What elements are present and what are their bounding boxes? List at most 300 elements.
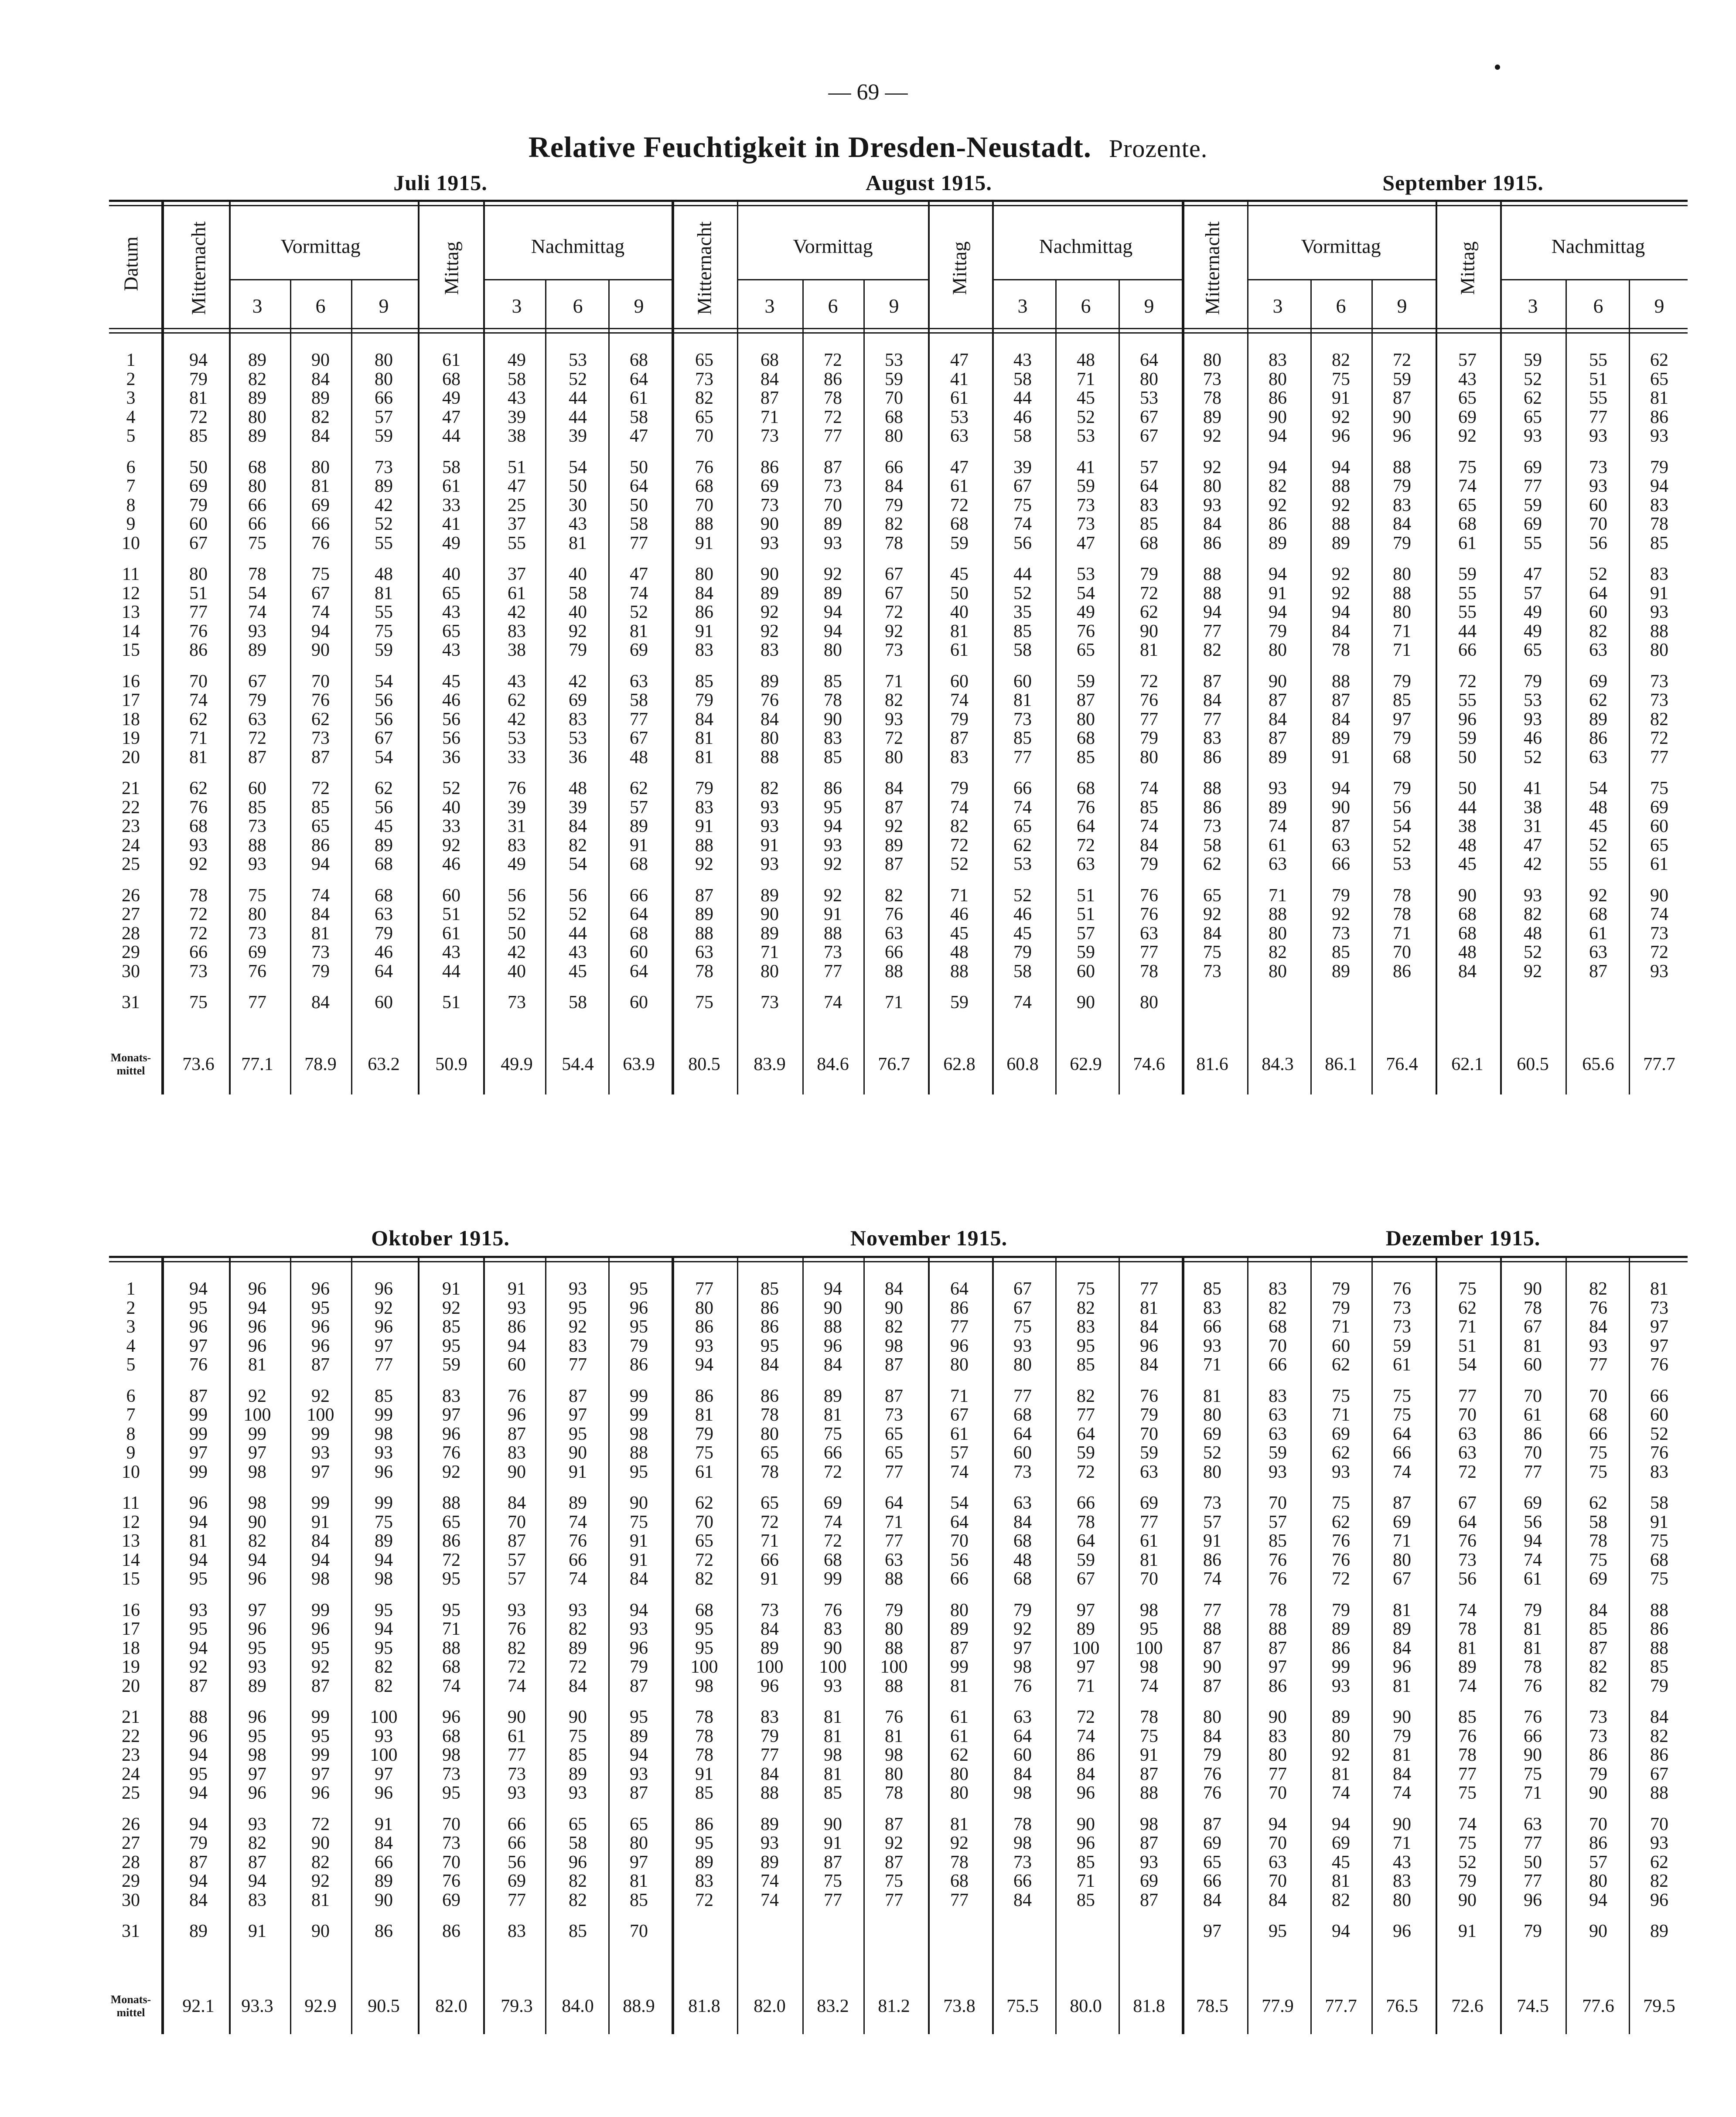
humidity-cell: 85 — [1013, 728, 1032, 748]
humidity-cell: 74 — [1458, 1600, 1477, 1620]
humidity-cell: 73 — [824, 476, 842, 496]
humidity-cell: 82 — [1589, 621, 1607, 641]
humidity-cell: 90 — [311, 1833, 330, 1853]
day-number: 8 — [126, 1424, 136, 1444]
humidity-cell: 83 — [569, 709, 587, 730]
humidity-cell: 88 — [885, 1676, 903, 1696]
humidity-cell: 77 — [1524, 476, 1542, 496]
humidity-cell: 72 — [1458, 1462, 1477, 1482]
humidity-cell: 80 — [1140, 992, 1158, 1012]
humidity-cell: 36 — [569, 747, 587, 767]
humidity-cell: 61 — [950, 1707, 969, 1727]
day-number: 21 — [122, 778, 140, 798]
humidity-cell: 75 — [1140, 1726, 1158, 1746]
humidity-cell: 66 — [824, 1443, 842, 1463]
humidity-cell: 77 — [1524, 1462, 1542, 1482]
humidity-cell: 87 — [695, 885, 713, 906]
humidity-cell: 83 — [1140, 495, 1158, 515]
humidity-cell: 84 — [1332, 709, 1350, 730]
humidity-cell: 76 — [508, 1619, 526, 1639]
humidity-cell: 70 — [1524, 1386, 1542, 1406]
humidity-cell: 77 — [824, 961, 842, 982]
humidity-cell: 46 — [1524, 728, 1542, 748]
humidity-cell: 70 — [442, 1814, 460, 1834]
humidity-cell: 80 — [1269, 1745, 1287, 1765]
humidity-cell: 96 — [569, 1852, 587, 1872]
humidity-cell: 44 — [569, 388, 587, 408]
humidity-cell: 76 — [885, 1707, 903, 1727]
column-rule — [1629, 279, 1630, 1094]
humidity-cell: 84 — [1203, 514, 1221, 534]
humidity-cell: 91 — [761, 835, 779, 856]
humidity-cell: 64 — [375, 961, 393, 982]
day-number: 4 — [126, 407, 136, 427]
humidity-cell: 78 — [1458, 1745, 1477, 1765]
humidity-cell: 59 — [1458, 564, 1477, 584]
humidity-cell: 84 — [885, 476, 903, 496]
humidity-cell: 77 — [1269, 1764, 1287, 1784]
humidity-cell: 84 — [1140, 1355, 1158, 1375]
humidity-cell: 97 — [375, 1764, 393, 1784]
humidity-cell: 66 — [1589, 1424, 1607, 1444]
humidity-cell: 90 — [885, 1298, 903, 1318]
humidity-cell: 59 — [1458, 728, 1477, 748]
humidity-cell: 92 — [1458, 426, 1477, 446]
humidity-cell: 50 — [508, 923, 526, 944]
humidity-cell: 87 — [1269, 690, 1287, 710]
humidity-cell: 95 — [1140, 1619, 1158, 1639]
humidity-cell: 87 — [1203, 671, 1221, 692]
humidity-cell: 65 — [1650, 369, 1668, 389]
humidity-cell: 63 — [1140, 1462, 1158, 1482]
humidity-cell: 59 — [1077, 942, 1095, 962]
humidity-cell: 44 — [1013, 564, 1032, 584]
humidity-cell: 82 — [1332, 350, 1350, 370]
humidity-cell: 94 — [1203, 602, 1221, 622]
humidity-cell: 95 — [375, 1600, 393, 1620]
monthly-mean-value: 65.6 — [1582, 1054, 1614, 1074]
humidity-cell: 93 — [761, 854, 779, 874]
humidity-cell: 87 — [189, 1852, 208, 1872]
humidity-cell: 82 — [569, 1619, 587, 1639]
humidity-cell: 70 — [311, 671, 330, 692]
humidity-cell: 81 — [311, 1890, 330, 1910]
humidity-cell: 66 — [1524, 1726, 1542, 1746]
humidity-cell: 73 — [1650, 671, 1668, 692]
humidity-cell: 80 — [1013, 1355, 1032, 1375]
humidity-cell: 96 — [248, 1783, 266, 1803]
humidity-cell: 83 — [761, 1707, 779, 1727]
humidity-cell: 76 — [442, 1871, 460, 1891]
humidity-cell: 84 — [695, 583, 713, 603]
humidity-cell: 87 — [885, 1852, 903, 1872]
humidity-cell: 89 — [248, 350, 266, 370]
humidity-cell: 48 — [1524, 923, 1542, 944]
humidity-cell: 79 — [189, 369, 208, 389]
humidity-cell: 68 — [375, 885, 393, 906]
humidity-cell: 70 — [1269, 1871, 1287, 1891]
humidity-cell: 86 — [442, 1921, 460, 1941]
humidity-cell: 93 — [630, 1619, 648, 1639]
humidity-cell: 56 — [1524, 1512, 1542, 1532]
monthly-mean-value: 75.5 — [1006, 1996, 1039, 2016]
humidity-cell: 72 — [695, 1890, 713, 1910]
humidity-cell: 82 — [695, 1569, 713, 1589]
humidity-cell: 86 — [1203, 797, 1221, 818]
humidity-cell: 91 — [1332, 388, 1350, 408]
humidity-cell: 84 — [1203, 1890, 1221, 1910]
humidity-cell: 31 — [508, 816, 526, 836]
humidity-cell: 73 — [1458, 1550, 1477, 1570]
column-header-hour: 3 — [512, 295, 522, 317]
humidity-cell: 71 — [885, 1512, 903, 1532]
humidity-cell: 73 — [1650, 923, 1668, 944]
humidity-cell: 78 — [761, 1462, 779, 1482]
humidity-cell: 88 — [1203, 1619, 1221, 1639]
humidity-cell: 73 — [1013, 709, 1032, 730]
humidity-cell: 47 — [950, 457, 969, 477]
humidity-cell: 76 — [311, 533, 330, 553]
humidity-cell: 72 — [824, 407, 842, 427]
humidity-cell: 65 — [1203, 885, 1221, 906]
column-group-nachmittag: Nachmittag — [1551, 235, 1645, 257]
humidity-cell: 54 — [569, 854, 587, 874]
humidity-cell: 48 — [569, 778, 587, 798]
humidity-cell: 96 — [375, 1462, 393, 1482]
humidity-cell: 83 — [508, 1921, 526, 1941]
humidity-cell: 79 — [1140, 728, 1158, 748]
humidity-cell: 68 — [1013, 1531, 1032, 1551]
humidity-cell: 87 — [885, 797, 903, 818]
humidity-cell: 97 — [189, 1336, 208, 1356]
humidity-cell: 73 — [1203, 369, 1221, 389]
humidity-cell: 69 — [1393, 1512, 1411, 1532]
humidity-cell: 81 — [1203, 1386, 1221, 1406]
humidity-cell: 58 — [1650, 1493, 1668, 1513]
humidity-cell: 95 — [695, 1638, 713, 1658]
humidity-cell: 85 — [630, 1890, 648, 1910]
humidity-cell: 90 — [311, 350, 330, 370]
humidity-cell: 73 — [1203, 816, 1221, 836]
humidity-cell: 72 — [824, 1462, 842, 1482]
humidity-cell: 60 — [1013, 1745, 1032, 1765]
day-number: 18 — [122, 709, 140, 730]
humidity-cell: 60 — [1077, 961, 1095, 982]
humidity-cell: 89 — [695, 1852, 713, 1872]
humidity-cell: 81 — [1140, 640, 1158, 660]
humidity-cell: 82 — [311, 1852, 330, 1872]
humidity-cell: 92 — [824, 564, 842, 584]
humidity-cell: 95 — [375, 1638, 393, 1658]
humidity-cell: 82 — [1650, 1871, 1668, 1891]
humidity-cell: 65 — [630, 1814, 648, 1834]
humidity-cell: 71 — [189, 728, 208, 748]
humidity-cell: 98 — [1140, 1814, 1158, 1834]
humidity-cell: 64 — [1077, 1531, 1095, 1551]
humidity-cell: 65 — [311, 816, 330, 836]
humidity-cell: 68 — [824, 1550, 842, 1570]
humidity-cell: 89 — [1332, 533, 1350, 553]
humidity-cell: 79 — [1332, 1298, 1350, 1318]
humidity-cell: 52 — [1203, 1443, 1221, 1463]
humidity-cell: 96 — [630, 1298, 648, 1318]
humidity-cell: 71 — [1393, 923, 1411, 944]
humidity-cell: 76 — [1203, 1783, 1221, 1803]
humidity-cell: 71 — [761, 942, 779, 962]
column-rule — [1182, 200, 1184, 1094]
humidity-cell: 47 — [1077, 533, 1095, 553]
humidity-cell: 77 — [508, 1745, 526, 1765]
humidity-cell: 83 — [1269, 1279, 1287, 1299]
humidity-cell: 70 — [508, 1512, 526, 1532]
humidity-cell: 80 — [248, 476, 266, 496]
humidity-cell: 73 — [442, 1764, 460, 1784]
day-number: 1 — [126, 1279, 136, 1299]
humidity-cell: 60 — [1650, 1405, 1668, 1425]
humidity-cell: 60 — [1332, 1336, 1350, 1356]
column-rule — [1371, 1256, 1373, 2034]
humidity-cell: 85 — [1650, 533, 1668, 553]
column-rule — [1565, 1256, 1567, 2034]
humidity-cell: 77 — [824, 1890, 842, 1910]
month-label: August 1915. — [866, 170, 992, 195]
monthly-mean-value: 82.0 — [435, 1996, 467, 2016]
humidity-cell: 83 — [695, 1871, 713, 1891]
humidity-cell: 65 — [1458, 495, 1477, 515]
humidity-cell: 89 — [824, 514, 842, 534]
monthly-mean-value: 79.3 — [501, 1996, 533, 2016]
humidity-cell: 61 — [442, 350, 460, 370]
humidity-cell: 31 — [1524, 816, 1542, 836]
humidity-cell: 51 — [508, 457, 526, 477]
humidity-cell: 88 — [1203, 583, 1221, 603]
humidity-cell: 72 — [1077, 1707, 1095, 1727]
humidity-cell: 84 — [1203, 690, 1221, 710]
humidity-cell: 75 — [1393, 1386, 1411, 1406]
column-rule — [229, 1256, 231, 2034]
humidity-cell: 87 — [311, 747, 330, 767]
column-rule — [863, 279, 865, 1094]
humidity-cell: 83 — [508, 621, 526, 641]
humidity-cell: 87 — [1203, 1676, 1221, 1696]
column-rule — [608, 1256, 610, 2034]
humidity-cell: 81 — [695, 728, 713, 748]
humidity-cell: 73 — [761, 992, 779, 1012]
monthly-mean-value: 84.0 — [562, 1996, 594, 2016]
humidity-cell: 78 — [824, 388, 842, 408]
humidity-cell: 68 — [695, 476, 713, 496]
humidity-cell: 54 — [1458, 1355, 1477, 1375]
humidity-cell: 93 — [1650, 1833, 1668, 1853]
humidity-cell: 64 — [630, 904, 648, 924]
humidity-cell: 94 — [311, 1550, 330, 1570]
humidity-cell: 42 — [569, 671, 587, 692]
humidity-cell: 74 — [248, 602, 266, 622]
humidity-cell: 39 — [569, 426, 587, 446]
humidity-cell: 78 — [1013, 1814, 1032, 1834]
humidity-cell: 84 — [1589, 1317, 1607, 1337]
humidity-cell: 90 — [824, 1638, 842, 1658]
humidity-cell: 75 — [1013, 495, 1032, 515]
humidity-cell: 87 — [885, 1386, 903, 1406]
humidity-cell: 81 — [189, 388, 208, 408]
humidity-cell: 90 — [569, 1707, 587, 1727]
humidity-cell: 100 — [819, 1657, 847, 1677]
humidity-cell: 61 — [1393, 1355, 1411, 1375]
humidity-cell: 92 — [824, 885, 842, 906]
monthly-mean-value: 60.8 — [1006, 1054, 1039, 1074]
humidity-cell: 89 — [248, 388, 266, 408]
humidity-cell: 72 — [189, 923, 208, 944]
humidity-cell: 80 — [885, 1764, 903, 1784]
humidity-cell: 86 — [1524, 1424, 1542, 1444]
humidity-cell: 94 — [1332, 602, 1350, 622]
humidity-cell: 73 — [695, 369, 713, 389]
humidity-cell: 84 — [1013, 1890, 1032, 1910]
column-rule — [992, 200, 994, 1094]
humidity-cell: 76 — [189, 1355, 208, 1375]
humidity-cell: 75 — [248, 885, 266, 906]
humidity-cell: 83 — [569, 1336, 587, 1356]
humidity-cell: 89 — [824, 1386, 842, 1406]
humidity-cell: 71 — [442, 1619, 460, 1639]
humidity-cell: 80 — [630, 1833, 648, 1853]
humidity-cell: 76 — [1269, 1550, 1287, 1570]
humidity-cell: 69 — [311, 495, 330, 515]
humidity-cell: 80 — [1269, 961, 1287, 982]
humidity-cell: 79 — [1269, 621, 1287, 641]
humidity-cell: 82 — [950, 816, 969, 836]
humidity-cell: 58 — [630, 407, 648, 427]
humidity-cell: 82 — [885, 1317, 903, 1337]
humidity-cell: 61 — [950, 388, 969, 408]
monthly-mean-value: 83.9 — [754, 1054, 786, 1074]
humidity-cell: 93 — [569, 1600, 587, 1620]
humidity-cell: 64 — [1013, 1424, 1032, 1444]
humidity-cell: 97 — [569, 1405, 587, 1425]
humidity-cell: 90 — [1077, 992, 1095, 1012]
humidity-cell: 68 — [630, 923, 648, 944]
humidity-cell: 72 — [1650, 728, 1668, 748]
column-header-mitternacht: Mitternacht — [187, 221, 210, 315]
humidity-cell: 96 — [1393, 426, 1411, 446]
humidity-cell: 90 — [1524, 1279, 1542, 1299]
humidity-cell: 71 — [1203, 1355, 1221, 1375]
humidity-cell: 97 — [189, 1443, 208, 1463]
humidity-cell: 92 — [1589, 885, 1607, 906]
humidity-cell: 61 — [1269, 835, 1287, 856]
humidity-cell: 63 — [695, 942, 713, 962]
humidity-cell: 86 — [695, 1317, 713, 1337]
humidity-cell: 84 — [1269, 1890, 1287, 1910]
humidity-cell: 83 — [1269, 1386, 1287, 1406]
humidity-cell: 71 — [1332, 1405, 1350, 1425]
column-rule — [229, 200, 231, 1094]
humidity-cell: 51 — [442, 904, 460, 924]
column-rule — [1500, 200, 1502, 1094]
humidity-cell: 100 — [880, 1657, 908, 1677]
humidity-cell: 52 — [1650, 1424, 1668, 1444]
day-number: 2 — [126, 1298, 136, 1318]
humidity-cell: 92 — [1203, 904, 1221, 924]
humidity-cell: 78 — [189, 885, 208, 906]
humidity-cell: 97 — [1077, 1600, 1095, 1620]
humidity-cell: 98 — [1013, 1657, 1032, 1677]
humidity-cell: 94 — [1269, 602, 1287, 622]
humidity-cell: 99 — [248, 1424, 266, 1444]
humidity-cell: 61 — [508, 1726, 526, 1746]
humidity-cell: 50 — [189, 457, 208, 477]
humidity-cell: 52 — [1077, 407, 1095, 427]
humidity-cell: 90 — [248, 1512, 266, 1532]
day-number: 13 — [122, 1531, 140, 1551]
humidity-cell: 88 — [442, 1638, 460, 1658]
monthly-mean-value: 81.8 — [688, 1996, 720, 2016]
humidity-cell: 81 — [695, 1405, 713, 1425]
humidity-cell: 81 — [824, 1405, 842, 1425]
humidity-cell: 62 — [189, 778, 208, 798]
humidity-cell: 47 — [630, 426, 648, 446]
humidity-cell: 76 — [1077, 621, 1095, 641]
humidity-cell: 93 — [824, 835, 842, 856]
humidity-cell: 75 — [1013, 1317, 1032, 1337]
column-rule — [418, 1256, 420, 2034]
humidity-cell: 56 — [1458, 1569, 1477, 1589]
day-number: 10 — [122, 1462, 140, 1482]
humidity-cell: 36 — [442, 747, 460, 767]
humidity-cell: 71 — [761, 407, 779, 427]
humidity-cell: 84 — [569, 1676, 587, 1696]
humidity-cell: 91 — [630, 835, 648, 856]
humidity-cell: 94 — [189, 1550, 208, 1570]
humidity-cell: 81 — [375, 583, 393, 603]
humidity-cell: 92 — [1013, 1619, 1032, 1639]
humidity-cell: 95 — [695, 1619, 713, 1639]
humidity-cell: 44 — [569, 923, 587, 944]
humidity-cell: 53 — [1077, 426, 1095, 446]
humidity-cell: 66 — [508, 1833, 526, 1853]
monthly-mean-value: 62.9 — [1070, 1054, 1102, 1074]
humidity-cell: 89 — [761, 885, 779, 906]
humidity-cell: 50 — [630, 457, 648, 477]
humidity-cell: 43 — [442, 942, 460, 962]
day-number: 10 — [122, 533, 140, 553]
humidity-cell: 75 — [375, 1512, 393, 1532]
humidity-cell: 56 — [569, 885, 587, 906]
humidity-cell: 72 — [189, 407, 208, 427]
humidity-cell: 84 — [1393, 514, 1411, 534]
humidity-cell: 93 — [375, 1726, 393, 1746]
humidity-cell: 85 — [1332, 942, 1350, 962]
day-number: 19 — [122, 1657, 140, 1677]
column-header-hour: 6 — [573, 295, 583, 317]
humidity-cell: 70 — [824, 495, 842, 515]
humidity-cell: 89 — [1269, 747, 1287, 767]
humidity-cell: 92 — [442, 1298, 460, 1318]
humidity-cell: 66 — [885, 457, 903, 477]
monthly-mean-value: 78.9 — [304, 1054, 337, 1074]
humidity-cell: 93 — [761, 797, 779, 818]
humidity-cell: 92 — [311, 1657, 330, 1677]
humidity-cell: 82 — [695, 388, 713, 408]
humidity-cell: 75 — [1589, 1462, 1607, 1482]
monthly-mean-value: 81.6 — [1196, 1054, 1228, 1074]
humidity-cell: 99 — [311, 1600, 330, 1620]
humidity-cell: 54 — [375, 671, 393, 692]
humidity-cell: 65 — [1524, 640, 1542, 660]
humidity-cell: 62 — [1140, 602, 1158, 622]
humidity-cell: 76 — [1203, 1764, 1221, 1784]
